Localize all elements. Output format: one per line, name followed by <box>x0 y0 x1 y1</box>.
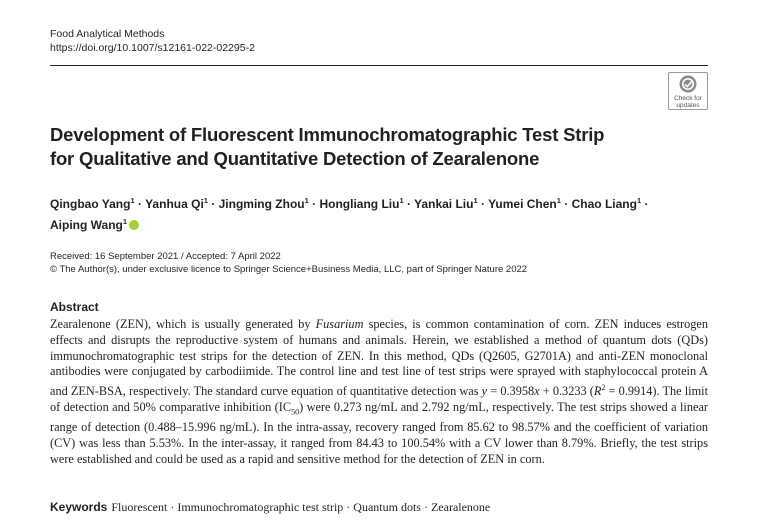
check-for-updates-icon <box>679 75 697 93</box>
title-line-2: for Qualitative and Quantitative Detection of Zearalenone <box>50 148 540 169</box>
author-separator: · <box>560 197 572 211</box>
author-name[interactable]: Chao Liang$^1$ <box>571 196 642 211</box>
author-name[interactable]: Yumei Chen$^1$ <box>488 196 561 211</box>
abstract-heading: Abstract <box>50 300 99 314</box>
badge-line-1: Check for <box>674 95 702 102</box>
doi-link[interactable]: https://doi.org/10.1007/s12161-022-02295-2 <box>50 42 255 54</box>
badge-line-2: updates <box>676 102 700 109</box>
author-list <box>50 192 710 234</box>
author-name[interactable]: Yanhua Qi$^1$ <box>145 196 208 211</box>
check-for-updates-badge[interactable] <box>668 72 708 110</box>
received-accepted-dates: Received: 16 September 2021 / Accepted: 7 April 2022 <box>50 251 281 262</box>
author-name[interactable]: Hongliang Liu$^1$ <box>319 196 404 211</box>
keywords-list: Fluorescent · Immunochromatographic test strip · Quantum dots · Zearalenone <box>111 500 491 514</box>
author-name[interactable]: Aiping Wang$^1$ <box>50 217 128 232</box>
author-separator: · <box>403 197 415 211</box>
article-title <box>50 123 650 171</box>
author-separator: · <box>308 197 320 211</box>
author-name[interactable]: Yankai Liu$^1$ <box>414 196 478 211</box>
author-separator: · <box>134 197 146 211</box>
abstract-text: Zearalenone (ZEN), which is usually generated by Fusarium species, is common contamination of corn. ZEN induces estrogen effects and disrupts the reproductive system of humans and animals. Herein, we established a method of quantum dots (QDs) immunochromatographic test strips for the detection of ZEN. In this method, QDs (Q2605, G2701A) and anti-ZEN monoclonal antibodies were conjugated by carbodiimide. The control line and test line of test strips were sprayed with staphylococcal protein A and ZEN-BSA, respectively. The standard curve equation of quantitative detection was y = 0.3958x + 0.3233 $(R^2 = 0.9914)$. The limit of detection and 50% comparative inhibition $(IC_{50})$ were 0.273 ng/mL and 2.792 ng/mL, respectively. The test strips showed a linear range of detection (0.488–15.996 ng/mL). In the intra-assay, recovery ranged from 85.62 to 98.57% and the coefficient of variation (CV) was less than 5.53%. In the inter-assay, it ranged from 84.43 to 100.54% with a CV lower than 8.79%. Briefly, the test strips were established and could be used as a rapid and sensitive method for the detection of ZEN in corn. <box>50 317 708 466</box>
author-separator: · <box>207 197 219 211</box>
keywords-line <box>50 500 490 515</box>
orcid-icon[interactable] <box>129 220 139 230</box>
keywords-label: Keywords <box>50 500 108 514</box>
header-rule <box>50 65 708 66</box>
journal-name: Food Analytical Methods <box>50 28 165 40</box>
author-name[interactable]: Jingming Zhou$^1$ <box>218 196 309 211</box>
title-line-1: Development of Fluorescent Immunochromatographic Test Strip <box>50 124 605 145</box>
copyright-notice: © The Author(s), under exclusive licence to Springer Science+Business Media, LLC, part of Springer Nature 2022 <box>50 264 528 275</box>
author-separator: · <box>641 197 649 211</box>
author-name[interactable]: Qingbao Yang$^1$ <box>50 196 135 211</box>
author-separator: · <box>477 197 489 211</box>
